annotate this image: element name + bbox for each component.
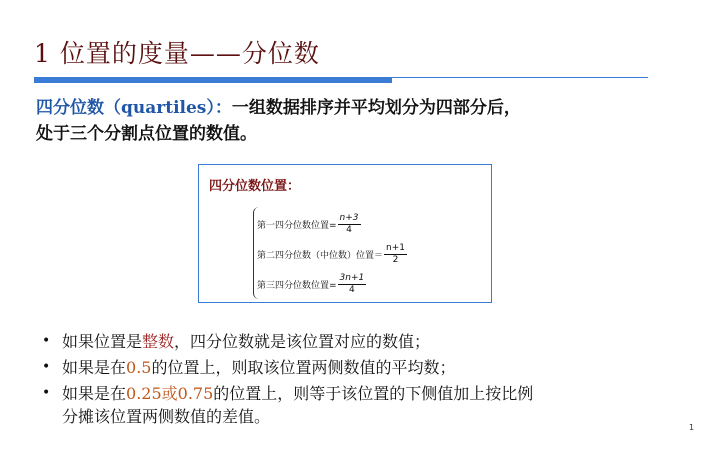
slide-title: 1 位置的度量——分位数 <box>34 39 320 68</box>
definition-text-line2: 处于三个分割点位置的数值。 <box>36 124 257 144</box>
bullet-dot-icon: • <box>42 385 51 401</box>
bullet-text: ，四分位数就是该位置对应的数值； <box>174 332 431 351</box>
fraction <box>384 243 407 266</box>
quartile-position-formula-box <box>198 164 492 303</box>
definition-term: 四分位数（quartiles）： <box>36 98 232 118</box>
bullet-text-continued: 分摊该位置两侧数值的差值。 <box>62 407 271 426</box>
fraction-numerator: n+1 <box>386 243 405 253</box>
formula-label: 第一四分位数位置= <box>257 221 337 231</box>
formula-box-title: 四分位数位置： <box>209 179 301 194</box>
bullet-text: 的位置上，则取该位置两侧数值的平均数； <box>151 358 456 377</box>
definition-text-line1: 一组数据排序并平均划分为四部分后， <box>231 98 521 118</box>
fraction-denominator: 4 <box>346 225 352 235</box>
fraction-denominator: 2 <box>392 255 399 265</box>
bullet-item <box>40 382 660 428</box>
title-underline-accent <box>34 77 392 83</box>
bullet-text: 的位置上，则等于该位置的下侧值加上按比例 <box>213 384 534 403</box>
definition <box>36 95 676 147</box>
formula-label: 第二四分位数（中位数）位置＝ <box>257 251 384 261</box>
bullet-item <box>40 356 660 379</box>
bullet-text: 如果是在 <box>62 358 127 377</box>
fraction-numerator: n+3 <box>339 213 359 223</box>
bullet-dot-icon: • <box>42 333 51 349</box>
fraction-denominator: 4 <box>349 285 355 295</box>
fraction <box>338 273 367 296</box>
bullet-text: 如果位置是 <box>62 332 143 351</box>
formula-row-q2 <box>257 243 407 266</box>
fraction-numerator: 3n+1 <box>339 273 365 283</box>
bullet-item <box>40 330 660 353</box>
bullet-highlight: 整数 <box>142 332 175 351</box>
formula-label: 第三四分位数位置= <box>257 281 337 291</box>
bullet-list <box>40 330 660 431</box>
bullet-text: 如果是在 <box>62 384 127 403</box>
bullet-highlight: 0.25或0.75 <box>126 384 214 403</box>
bullet-dot-icon: • <box>42 359 51 375</box>
formula-row-q3 <box>257 273 366 296</box>
fraction <box>338 213 361 236</box>
bullet-highlight: 0.5 <box>126 358 152 377</box>
formula-row-q1 <box>257 213 361 236</box>
page-number: 1 <box>689 423 695 432</box>
